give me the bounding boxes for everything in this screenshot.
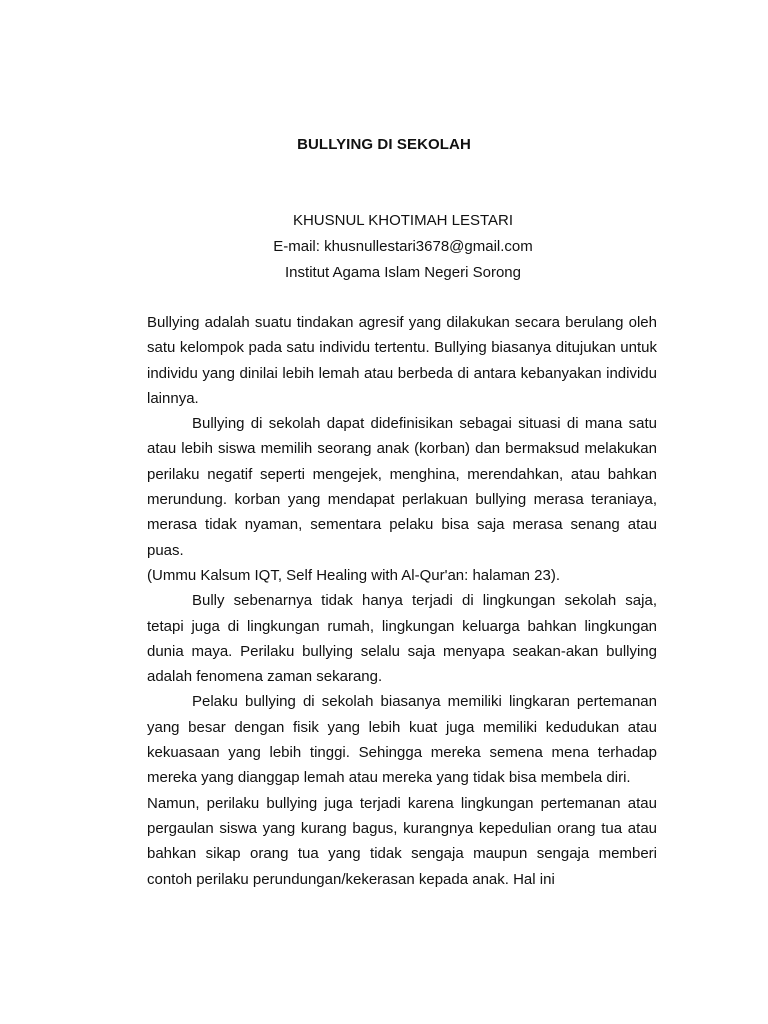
paragraph-5: Namun, perilaku bullying juga terjadi karena lingkungan pertemanan atau pergaulan siswa yang kurang bagus, kurangnya kepedulian orang tua atau bahkan sikap orang tua yang tidak sengaja maupun sengaja memberi contoh perilaku perundungan/kekerasan kepada anak. Hal ini	[147, 794, 657, 888]
author-block	[0, 208, 768, 286]
author-email: E-mail: khusnullestari3678@gmail.com	[273, 238, 533, 255]
citation: (Ummu Kalsum IQT, Self Healing with Al-Qur'an: halaman 23).	[147, 566, 561, 584]
author-institution: Institut Agama Islam Negeri Sorong	[285, 264, 521, 281]
document-body	[147, 310, 657, 892]
document-title: BULLYING DI SEKOLAH	[297, 136, 471, 153]
paragraph-3: Bully sebenarnya tidak hanya terjadi di lingkungan sekolah saja, tetapi juga di lingkungan rumah, lingkungan keluarga bahkan lingkungan dunia maya. Perilaku bullying selalu saja menyapa seakan-akan bullying adalah fenomena zaman sekarang.	[147, 592, 657, 686]
paragraph-1: Bullying adalah suatu tindakan agresif yang dilakukan secara berulang oleh satu kelompok pada satu individu tertentu. Bullying biasanya ditujukan untuk individu yang dinilai lebih lemah atau berbeda di antara kebanyakan individu lainnya.	[147, 314, 657, 407]
paragraph-4: Pelaku bullying di sekolah biasanya memiliki lingkaran pertemanan yang besar dengan fisik yang lebih kuat juga memiliki kedudukan atau kekuasaan yang lebih tinggi. Sehingga mereka semena mena terhadap mereka yang dianggap lemah atau mereka yang tidak bisa membela diri.	[147, 693, 657, 787]
paragraph-2: Bullying di sekolah dapat didefinisikan sebagai situasi di mana satu atau lebih siswa memilih seorang anak (korban) dan bermaksud melakukan perilaku negatif seperti mengejek, menghina, merendahkan, atau bahkan merundung. korban yang mendapat perlakuan bullying merasa teraniaya, merasa tidak nyaman, sementara pelaku bisa saja merasa senang atau puas.	[147, 415, 657, 559]
author-name: KHUSNUL KHOTIMAH LESTARI	[292, 212, 514, 229]
